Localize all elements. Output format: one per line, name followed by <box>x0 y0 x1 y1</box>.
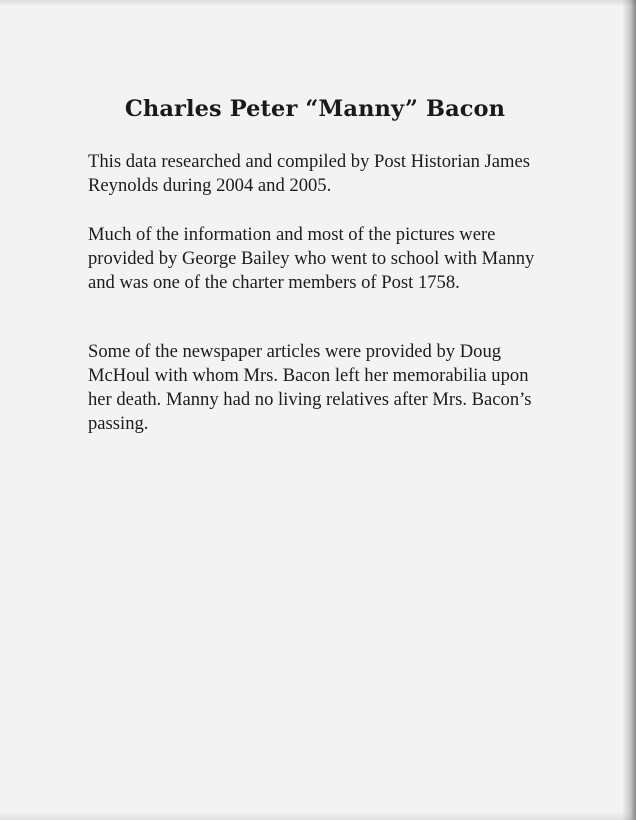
paragraph-research-credit: This data researched and compiled by Post Historian James Reynolds during 2004 and 2005. <box>88 151 531 196</box>
scan-edge-top <box>0 0 636 6</box>
paragraph-information-source: Much of the information and most of the pictures were provided by George Bailey who went to school with Manny and was one of the charter members of Post 1758. <box>88 224 535 293</box>
page-title: Charles Peter “Manny” Bacon <box>124 96 506 122</box>
scan-edge-right <box>622 0 636 820</box>
paragraph-newspaper-articles: Some of the newspaper articles were provided by Doug McHoul with whom Mrs. Bacon left her memorabilia upon her death. Manny had no living relatives after Mrs. Bacon’s passing. <box>88 341 532 434</box>
scan-edge-bottom <box>0 812 636 820</box>
